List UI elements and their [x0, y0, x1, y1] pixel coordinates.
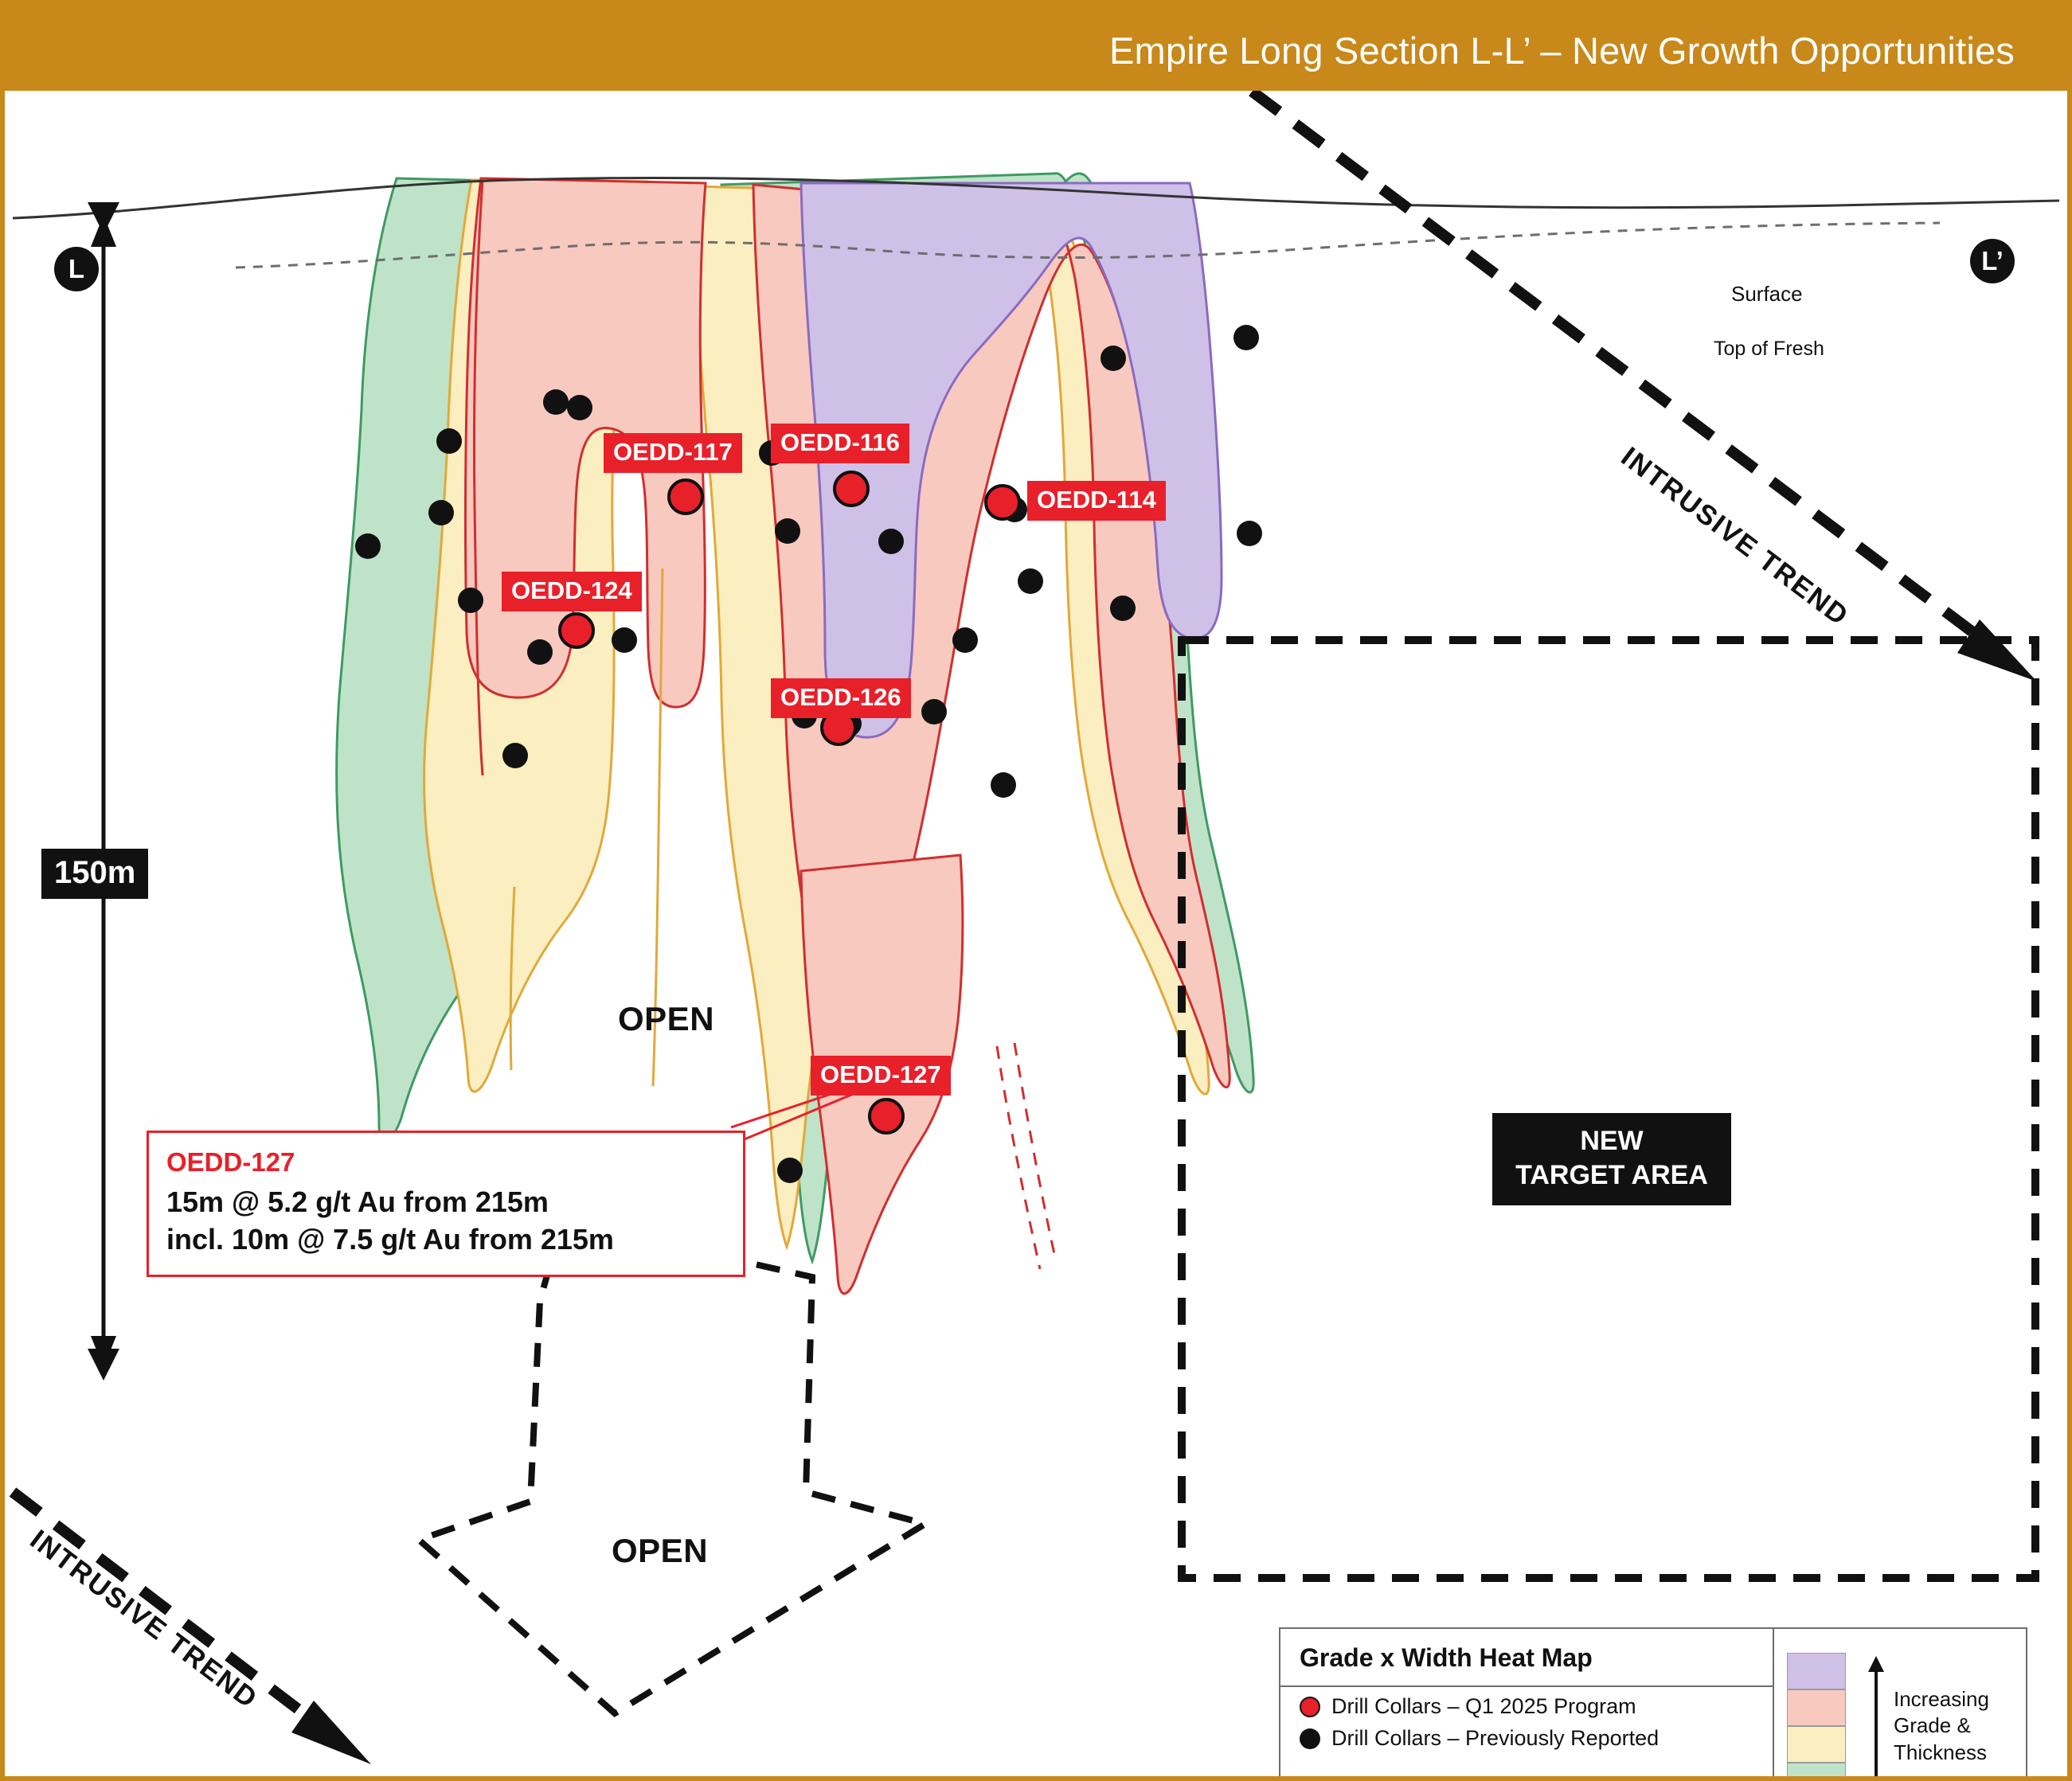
hole-label-oedd-117[interactable]: OEDD-117 [604, 433, 742, 473]
up-arrow-icon [1863, 1654, 1890, 1781]
previous-collar [775, 518, 800, 544]
hole-label-oedd-124[interactable]: OEDD-124 [502, 572, 642, 611]
previous-collar [436, 428, 462, 454]
legend-item-label: Drill Collars – Q1 2025 Program [1331, 1694, 1636, 1718]
previous-collar [952, 627, 978, 653]
new-collar-oedd-124 [560, 614, 593, 647]
intrusive-trend-label-upper: INTRUSIVE TREND [1615, 441, 1855, 632]
new-target-area-box [1182, 640, 2035, 1578]
callout-line-2: incl. 10m @ 7.5 g/t Au from 215m [166, 1222, 614, 1256]
swatch-low [1787, 1763, 1846, 1781]
swatch-highest [1787, 1653, 1846, 1689]
heat-map-swatches [1787, 1653, 1846, 1781]
legend-left-column [1280, 1629, 1774, 1781]
hole-label-oedd-116[interactable]: OEDD-116 [771, 424, 909, 463]
previous-collar [1233, 325, 1259, 350]
new-target-area-line-2: TARGET AREA [1515, 1159, 1708, 1190]
stringer-red-dashed-2 [1014, 1043, 1056, 1261]
grade-caption-line-1: Increasing [1894, 1687, 1989, 1712]
previous-collar [991, 772, 1016, 798]
open-label-lower: OPEN [612, 1532, 709, 1569]
hole-label-oedd-126[interactable]: OEDD-126 [771, 678, 911, 718]
callout-title: OEDD-127 [166, 1147, 295, 1177]
endpoint-badge-left: L [54, 247, 99, 291]
previous-collar [1237, 521, 1262, 546]
legend-title: Grade x Width Heat Map [1280, 1629, 1773, 1687]
long-section-canvas [5, 91, 2067, 1776]
callout-line-1: 15m @ 5.2 g/t Au from 215m [166, 1185, 549, 1218]
previous-collar [612, 627, 637, 653]
header-bar [5, 5, 2067, 91]
previous-collar [1101, 346, 1126, 371]
endpoint-badge-right: L’ [1970, 239, 2015, 283]
previous-collar [567, 395, 592, 420]
page-title: Empire Long Section L-L’ – New Growth Opportunities [1108, 29, 2015, 72]
new-target-area-line-1: NEW [1580, 1126, 1644, 1156]
hole-label-oedd-114[interactable]: OEDD-114 [1027, 481, 1166, 521]
previous-collar [921, 699, 947, 725]
open-down-arrow [419, 1221, 925, 1713]
new-collar-oedd-116 [835, 472, 868, 506]
swatch-high [1787, 1689, 1846, 1726]
intrusive-trend-lower-head [291, 1701, 371, 1764]
increasing-arrow-icon [1859, 1654, 1894, 1781]
new-target-area-chip [1492, 1113, 1731, 1205]
black-dot-icon [1300, 1728, 1320, 1749]
previous-collar [355, 533, 381, 559]
increasing-grade-caption [1894, 1686, 1989, 1766]
previous-collar [458, 588, 483, 613]
previous-collar [428, 500, 454, 525]
intrusive-trend-upper-arrow [1209, 91, 1994, 648]
new-collar-oedd-117 [669, 480, 702, 514]
scale-arrow-top-head [91, 215, 116, 247]
surface-label: Surface [1731, 282, 1803, 306]
legend-panel [1279, 1627, 2027, 1781]
assay-callout-oedd-127 [147, 1131, 745, 1277]
previous-collar [543, 389, 569, 415]
previous-collar [527, 639, 553, 665]
intrusive-trend-label-lower: INTRUSIVE TREND [24, 1524, 264, 1715]
red-dot-icon [1300, 1697, 1320, 1717]
intrusive-trend-lower-arrow [13, 1492, 326, 1731]
swatch-medium [1787, 1726, 1846, 1763]
scale-bar-label: 150m [41, 849, 148, 899]
legend-item-previous-collars [1280, 1719, 1773, 1751]
previous-collar [777, 1158, 803, 1183]
stringer-red-dashed-1 [997, 1046, 1040, 1269]
legend-item-label: Drill Collars – Previously Reported [1331, 1726, 1660, 1750]
previous-collar [502, 743, 528, 768]
grade-caption-line-3: Thickness [1894, 1740, 1988, 1764]
legend-right-column [1774, 1629, 2026, 1781]
hole-label-oedd-127[interactable]: OEDD-127 [811, 1056, 951, 1096]
scale-arrow-bottom-head [91, 1336, 116, 1368]
grade-caption-line-2: Grade & [1894, 1713, 1971, 1738]
new-collar-oedd-127 [870, 1099, 903, 1133]
new-collar-oedd-114 [986, 486, 1019, 519]
open-label-upper: OPEN [618, 1000, 715, 1037]
previous-collar [1018, 568, 1043, 594]
previous-collar [878, 529, 904, 554]
top-of-fresh-label: Top of Fresh [1714, 338, 1824, 360]
legend-item-new-collars [1280, 1687, 1773, 1719]
previous-collar [1110, 596, 1136, 621]
